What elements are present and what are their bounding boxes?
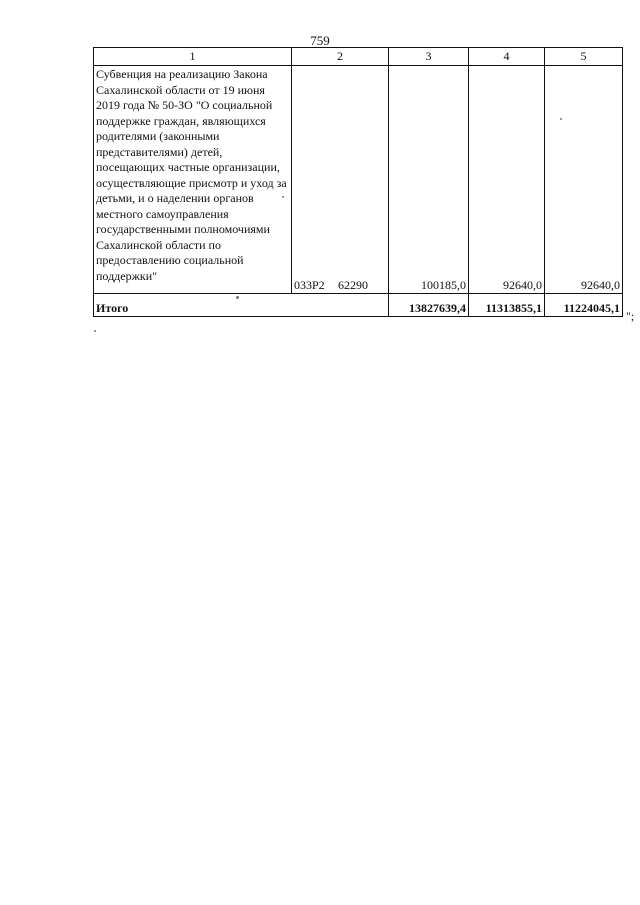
total-value-4: 11313855,1 <box>469 294 545 317</box>
row-code-program: 033Р2 <box>294 278 325 292</box>
row-description: Субвенция на реализацию Закона Сахалинской области от 19 июня 2019 года № 50-ЗО "О социальной поддержке граждан, являющихся родителями (законными представителями) детей, посещающих частные организации, осуществляющие присмотр и уход за детьми, и о наделении органов местного самоуправления государственными полномочиями Сахалинской области по предоставлению социальной поддержки" <box>94 66 292 294</box>
scan-speck <box>236 296 239 299</box>
budget-table <box>93 47 623 317</box>
row-value-3: 100185,0 <box>389 66 469 294</box>
total-row <box>94 294 623 317</box>
total-value-5: 11224045,1 <box>545 294 623 317</box>
row-value-4: 92640,0 <box>469 66 545 294</box>
header-col-1: 1 <box>94 48 292 66</box>
row-value-5: 92640,0 <box>545 66 623 294</box>
total-value-3: 13827639,4 <box>389 294 469 317</box>
scan-speck <box>560 118 562 120</box>
header-col-2: 2 <box>292 48 389 66</box>
row-code-direction: 62290 <box>338 278 368 292</box>
closing-quote-mark: "; <box>626 309 635 323</box>
scan-speck <box>282 196 284 198</box>
total-label: Итого <box>94 294 389 317</box>
page-number: 759 <box>310 33 330 48</box>
table-header-row <box>94 48 623 66</box>
table-row <box>94 66 623 294</box>
header-col-3: 3 <box>389 48 469 66</box>
header-col-4: 4 <box>469 48 545 66</box>
header-col-5: 5 <box>545 48 623 66</box>
scan-speck <box>94 330 96 332</box>
row-code <box>292 66 389 294</box>
